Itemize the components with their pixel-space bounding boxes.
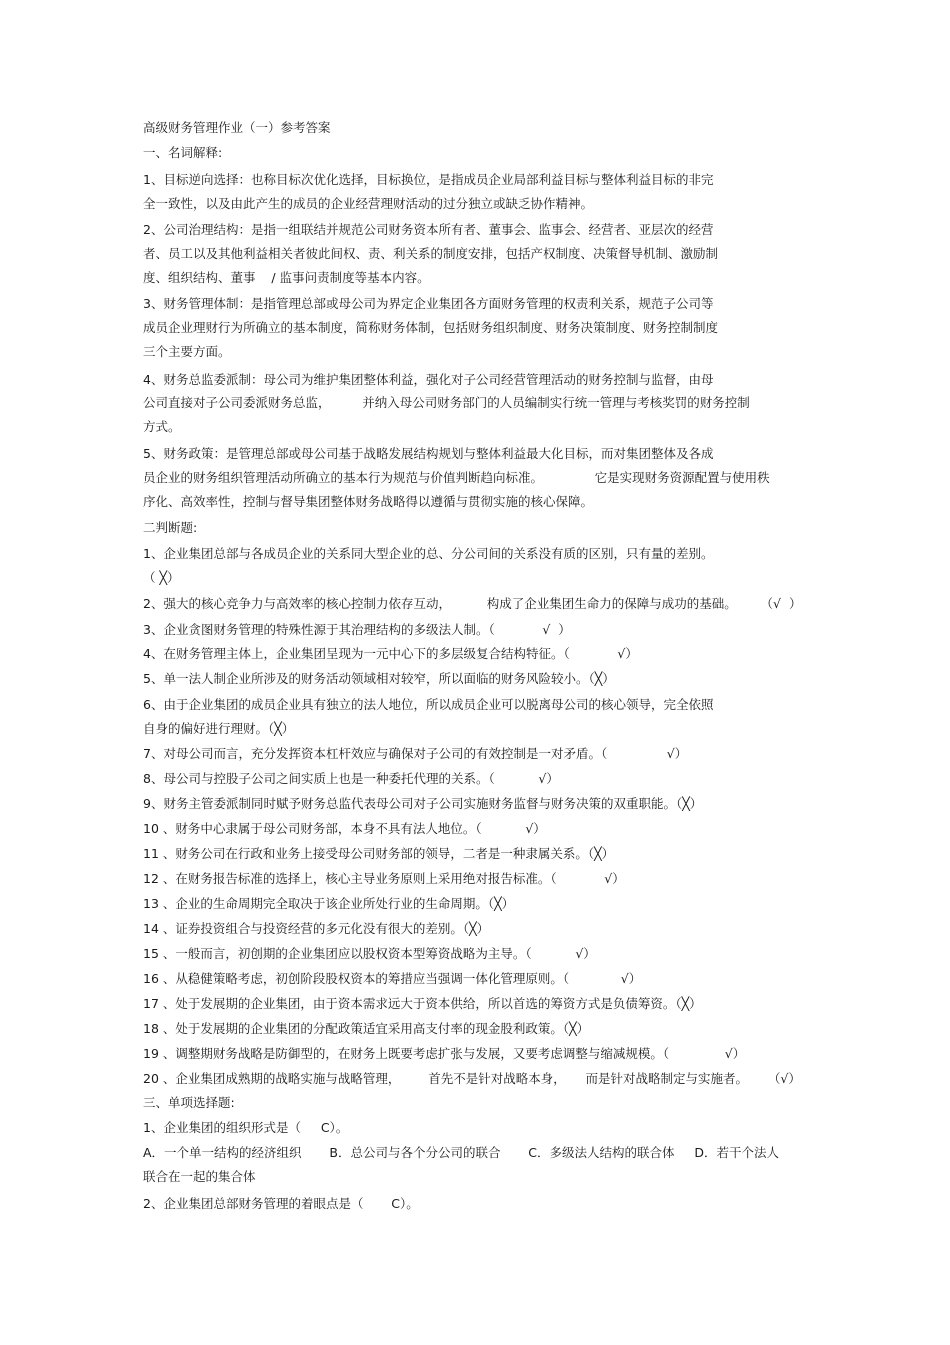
question-line: 2、强大的核心竞争力与高效率的核心控制力依存互动， 构成了企业集团生命力的保障与成功的基础。 （√ ） xyxy=(143,596,802,611)
question-line: 3、企业贪图财务管理的特殊性源于其治理结构的多级法人制。（ √ ） xyxy=(143,622,571,637)
paragraph-line: 4、财务总监委派制：母公司为维护集团整体利益，强化对子公司经营管理活动的财务控制与监督，由母 xyxy=(143,372,714,387)
question-line: 15 、一般而言，初创期的企业集团应以股权资本型筹资战略为主导。（ √） xyxy=(143,946,596,961)
paragraph-line: 度、组织结构、董事 / 监事问责制度等基本内容。 xyxy=(143,270,430,285)
question-line: 1、企业集团总部与各成员企业的关系同大型企业的总、分公司间的关系没有质的区别，只有量的差别。 xyxy=(143,546,714,561)
paragraph-line: 员企业的财务组织管理活动所确立的基本行为规范与价值判断趋向标准。 它是实现财务资源配置与使用秩 xyxy=(143,470,770,485)
question-line: 16 、从稳健策略考虑，初创阶段股权资本的筹措应当强调一体化管理原则。（ √） xyxy=(143,971,642,986)
question-line: 5、单一法人制企业所涉及的财务活动领域相对较窄，所以面临的财务风险较小。（╳） xyxy=(143,671,615,686)
question-line: 14 、证券投资组合与投资经营的多元化没有很大的差别。（╳） xyxy=(143,921,490,936)
question-line: （ ╳） xyxy=(143,570,180,585)
question-line: 8、母公司与控股子公司之间实质上也是一种委托代理的关系。（ √） xyxy=(143,771,559,786)
question-line: 17 、处于发展期的企业集团，由于资本需求远大于资本供给，所以首选的筹资方式是负债筹资。（╳） xyxy=(143,996,702,1011)
choice-line: A．一个单一结构的经济组织 B．总公司与各个分公司的联合 C．多级法人结构的联合体 D．若干个法人 xyxy=(143,1145,779,1160)
choice-line: 联合在一起的集合体 xyxy=(143,1169,256,1184)
question-line: 18 、处于发展期的企业集团的分配政策适宜采用高支付率的现金股利政策。（╳） xyxy=(143,1021,590,1036)
paragraph-line: 成员企业理财行为所确立的基本制度，简称财务体制，包括财务组织制度、财务决策制度、财务控制制度 xyxy=(143,320,719,335)
paragraph-line: 5、财务政策：是管理总部或母公司基于战略发展结构规划与整体利益最大化目标，而对集团整体及各成 xyxy=(143,446,714,461)
paragraph-line: 3、财务管理体制：是指管理总部或母公司为界定企业集团各方面财务管理的权责利关系，规范子公司等 xyxy=(143,296,714,311)
paragraph-line: 2、公司治理结构：是指一组联结并规范公司财务资本所有者、董事会、监事会、经营者、亚层次的经营 xyxy=(143,222,714,237)
question-line: 13 、企业的生命周期完全取决于该企业所处行业的生命周期。（╳） xyxy=(143,896,515,911)
question-line: 自身的偏好进行理财。（╳） xyxy=(143,721,295,736)
paragraph-line: 公司直接对子公司委派财务总监， 并纳入母公司财务部门的人员编制实行统一管理与考核奖罚的财务控制 xyxy=(143,395,750,410)
paragraph-line: 方式。 xyxy=(143,419,181,434)
question-line: 6、由于企业集团的成员企业具有独立的法人地位，所以成员企业可以脱离母公司的核心领导，完全依照 xyxy=(143,697,714,712)
paragraph-line: 三个主要方面。 xyxy=(143,344,231,359)
question-line: 9、财务主管委派制同时赋予财务总监代表母公司对子公司实施财务监督与财务决策的双重职能。（╳） xyxy=(143,796,703,811)
question-line: 19 、调整期财务战略是防御型的，在财务上既要考虑扩张与发展，又要考虑调整与缩减规模。（ √） xyxy=(143,1046,746,1061)
section-heading: 三、单项选择题: xyxy=(143,1095,235,1110)
section-heading: 一、名词解释: xyxy=(143,145,223,160)
question-line: 4、在财务管理主体上，企业集团呈现为一元中心下的多层级复合结构特征。（ √） xyxy=(143,646,638,661)
question-line: 20 、企业集团成熟期的战略实施与战略管理， 首先不是针对战略本身， 而是针对战略制定与实施者。 （√） xyxy=(143,1071,801,1086)
document-title: 高级财务管理作业（一）参考答案 xyxy=(143,120,331,135)
paragraph-line: 全一致性，以及由此产生的成员的企业经营理财活动的过分独立或缺乏协作精神。 xyxy=(143,196,594,211)
section-heading: 二判断题: xyxy=(143,520,198,535)
question-line: 11 、财务公司在行政和业务上接受母公司财务部的领导，二者是一种隶属关系。（╳） xyxy=(143,846,615,861)
paragraph-line: 1、目标逆向选择：也称目标次优化选择，目标换位，是指成员企业局部利益目标与整体利益目标的非完 xyxy=(143,172,714,187)
question-line: 12 、在财务报告标准的选择上，核心主导业务原则上采用绝对报告标准。（ √） xyxy=(143,871,625,886)
question-line: 2、企业集团总部财务管理的着眼点是（ C）。 xyxy=(143,1196,419,1211)
question-line: 1、企业集团的组织形式是（ C）。 xyxy=(143,1120,349,1135)
question-line: 10 、财务中心隶属于母公司财务部，本身不具有法人地位。（ √） xyxy=(143,821,546,836)
paragraph-line: 者、员工以及其他利益相关者彼此间权、责、利关系的制度安排，包括产权制度、决策督导机制、激励制 xyxy=(143,246,719,261)
paragraph-line: 序化、高效率性，控制与督导集团整体财务战略得以遵循与贯彻实施的核心保障。 xyxy=(143,494,594,509)
question-line: 7、对母公司而言，充分发挥资本杠杆效应与确保对子公司的有效控制是一对矛盾。（ √） xyxy=(143,746,688,761)
